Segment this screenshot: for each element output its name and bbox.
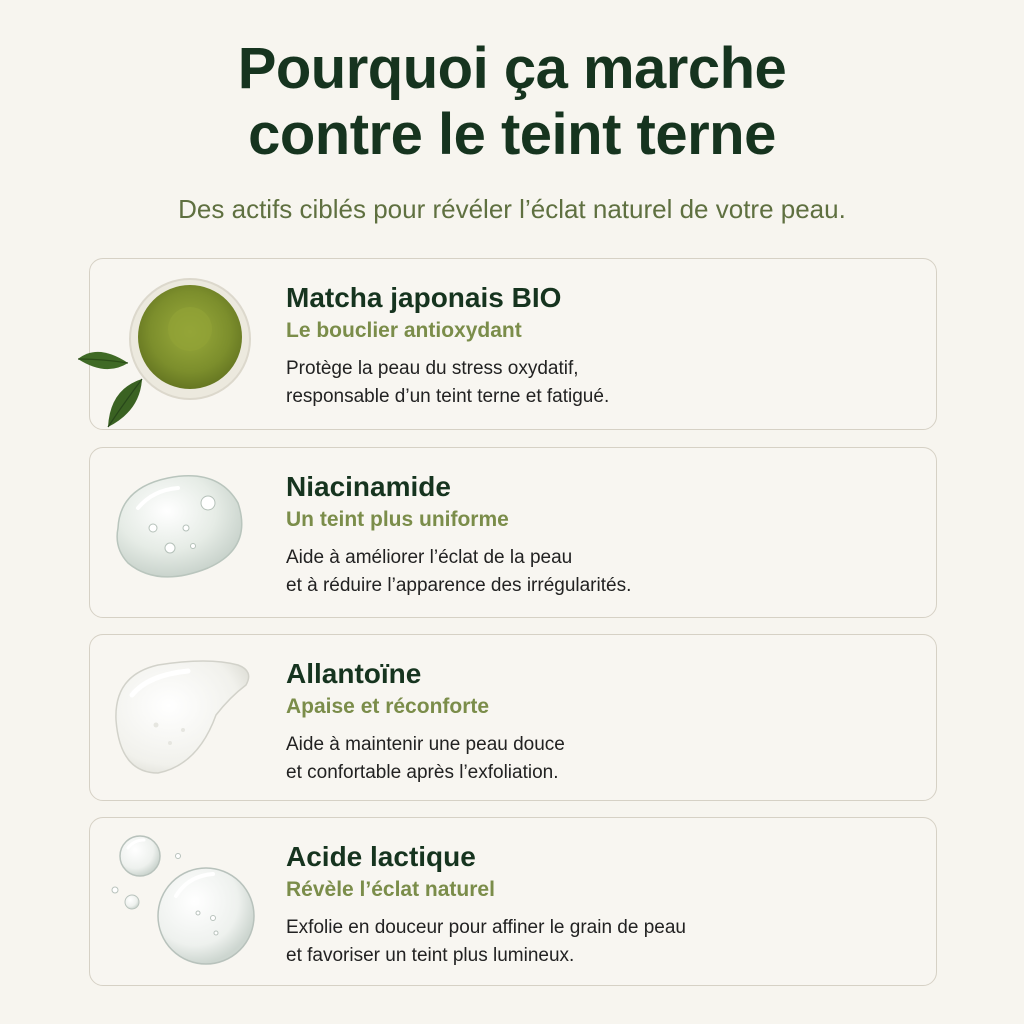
ingredient-card-allantoine <box>89 634 937 801</box>
ingredient-card-acide-lactique <box>89 817 937 986</box>
ingredient-card-matcha <box>89 258 937 430</box>
ingredient-name: Allantoïne <box>286 658 422 689</box>
water-bubbles-icon <box>98 818 268 985</box>
matcha-bowl-icon <box>98 259 268 429</box>
page-subtitle: Des actifs ciblés pour révéler l’éclat naturel de votre peau. <box>178 194 846 224</box>
ingredient-name: Matcha japonais BIO <box>286 282 562 313</box>
ingredient-tagline: Un teint plus uniforme <box>286 508 509 531</box>
page-title-line-2: contre le teint terne <box>248 102 776 167</box>
ingredient-tagline: Apaise et réconforte <box>286 695 490 718</box>
page-title <box>0 36 1024 168</box>
ingredient-name: Niacinamide <box>286 471 451 502</box>
ingredient-description: Aide à maintenir une peau douce et confortable après l’exfoliation. <box>286 734 565 783</box>
ingredient-description: Protège la peau du stress oxydatif, responsable d’un teint terne et fatigué. <box>286 358 610 407</box>
cream-swatch-icon <box>98 635 268 800</box>
page-title-line-1: Pourquoi ça marche <box>237 36 787 101</box>
ingredient-card-niacinamide <box>89 447 937 618</box>
ingredient-name: Acide lactique <box>286 841 476 872</box>
ingredient-tagline: Le bouclier antioxydant <box>286 319 522 342</box>
ingredient-tagline: Révèle l’éclat naturel <box>286 878 495 901</box>
ingredient-description: Exfolie en douceur pour affiner le grain de peau et favoriser un teint plus lumineux. <box>286 917 686 966</box>
serum-drop-icon <box>98 448 268 617</box>
ingredient-description: Aide à améliorer l’éclat de la peau et à réduire l’apparence des irrégularités. <box>286 547 632 596</box>
